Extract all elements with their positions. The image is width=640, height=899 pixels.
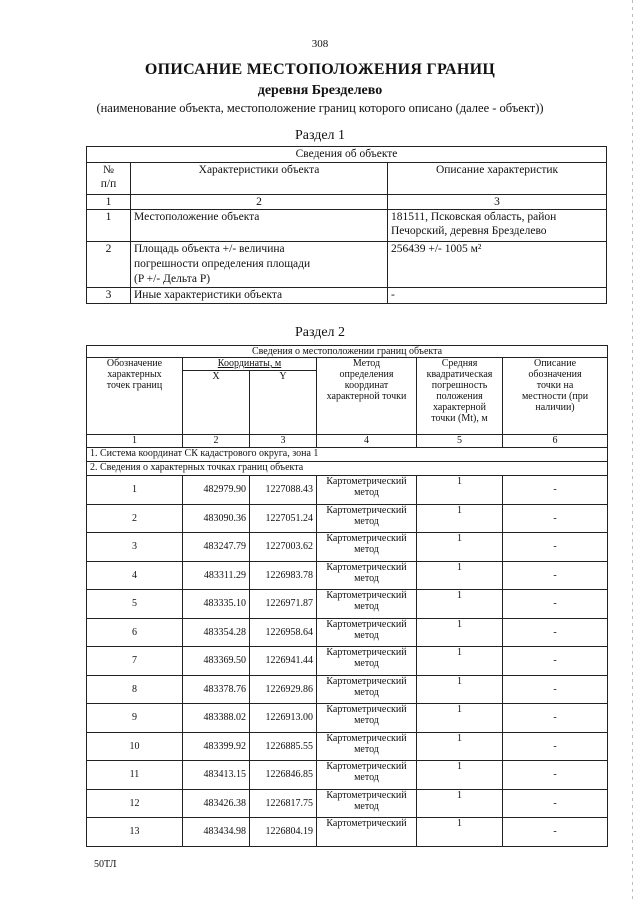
- table-row: [87, 504, 608, 533]
- table-row: [87, 590, 608, 619]
- point-description: -: [503, 761, 608, 790]
- point-description: -: [503, 647, 608, 676]
- point-description: -: [503, 476, 608, 505]
- boundary-points-table: [86, 345, 608, 847]
- header-description: Описание характеристик: [388, 163, 607, 195]
- point-x: 483378.76: [183, 675, 250, 704]
- point-mt: 1: [417, 504, 503, 533]
- section1-table-title: Сведения об объекте: [87, 147, 607, 163]
- table-row: [87, 761, 608, 790]
- point-method: Картометрический метод: [317, 675, 417, 704]
- index-cell: 4: [317, 435, 417, 448]
- point-description: -: [503, 504, 608, 533]
- header-x: X: [183, 371, 250, 435]
- point-method: Картометрический метод: [317, 761, 417, 790]
- point-mt: 1: [417, 675, 503, 704]
- point-description: -: [503, 704, 608, 733]
- point-x: 483311.29: [183, 561, 250, 590]
- row-description: 181511, Псковская область, район Печорский, деревня Брезделево: [388, 210, 607, 242]
- row-characteristic: Площадь объекта +/- величина погрешности определения площади (P +/- Дельта P): [131, 242, 388, 288]
- point-mt: 1: [417, 647, 503, 676]
- point-x: 483354.28: [183, 618, 250, 647]
- index-cell: 1: [87, 195, 131, 210]
- point-number: 13: [87, 818, 183, 847]
- point-description: -: [503, 789, 608, 818]
- header-y: Y: [250, 371, 317, 435]
- row-description: -: [388, 288, 607, 304]
- document-subtitle: деревня Брезделево: [257, 83, 383, 98]
- point-y: 1226958.64: [250, 618, 317, 647]
- header-point: Обозначение характерных точек границ: [87, 358, 183, 435]
- point-method: Картометрический метод: [317, 533, 417, 562]
- footer-code: 50ТЛ: [94, 859, 117, 870]
- point-y: 1226804.19: [250, 818, 317, 847]
- point-x: 482979.90: [183, 476, 250, 505]
- point-mt: 1: [417, 561, 503, 590]
- row-description: 256439 +/- 1005 м²: [388, 242, 607, 288]
- row-characteristic: Местоположение объекта: [131, 210, 388, 242]
- point-description: -: [503, 590, 608, 619]
- index-cell: 2: [183, 435, 250, 448]
- table-row: [87, 818, 608, 847]
- table-row: [87, 288, 607, 304]
- table-row: [87, 210, 607, 242]
- point-number: 12: [87, 789, 183, 818]
- point-y: 1226971.87: [250, 590, 317, 619]
- point-description: -: [503, 561, 608, 590]
- table-row: [87, 618, 608, 647]
- coordinate-system-note: 1. Система координат СК кадастрового округа, зона 1: [87, 448, 608, 462]
- point-x: 483434.98: [183, 818, 250, 847]
- point-number: 10: [87, 732, 183, 761]
- point-mt: 1: [417, 476, 503, 505]
- point-method: Картометрический метод: [317, 561, 417, 590]
- table-row: [87, 561, 608, 590]
- index-cell: 6: [503, 435, 608, 448]
- point-mt: 1: [417, 704, 503, 733]
- index-cell: 3: [388, 195, 607, 210]
- row-num: 1: [87, 210, 131, 242]
- point-number: 1: [87, 476, 183, 505]
- point-x: 483369.50: [183, 647, 250, 676]
- point-method: Картометрический метод: [317, 704, 417, 733]
- section2-heading: Раздел 2: [294, 325, 346, 340]
- point-mt: 1: [417, 732, 503, 761]
- section2-table-title: Сведения о местоположении границ объекта: [87, 346, 608, 358]
- point-x: 483335.10: [183, 590, 250, 619]
- document-title: ОПИСАНИЕ МЕСТОПОЛОЖЕНИЯ ГРАНИЦ: [144, 61, 496, 78]
- point-x: 483426.38: [183, 789, 250, 818]
- point-x: 483090.36: [183, 504, 250, 533]
- table-row: [87, 675, 608, 704]
- header-method: Метод определения координат характерной точки: [317, 358, 417, 435]
- point-description: -: [503, 675, 608, 704]
- index-cell: 3: [250, 435, 317, 448]
- point-number: 7: [87, 647, 183, 676]
- point-mt: 1: [417, 618, 503, 647]
- point-description: -: [503, 818, 608, 847]
- point-y: 1226929.86: [250, 675, 317, 704]
- point-description: -: [503, 533, 608, 562]
- point-method: Картометрический метод: [317, 476, 417, 505]
- point-number: 9: [87, 704, 183, 733]
- point-description: -: [503, 732, 608, 761]
- point-method: Картометрический метод: [317, 789, 417, 818]
- point-number: 5: [87, 590, 183, 619]
- point-method: Картометрический метод: [317, 647, 417, 676]
- point-number: 4: [87, 561, 183, 590]
- table-row: [87, 732, 608, 761]
- index-cell: 1: [87, 435, 183, 448]
- point-y: 1226846.85: [250, 761, 317, 790]
- row-num: 2: [87, 242, 131, 288]
- point-y: 1226983.78: [250, 561, 317, 590]
- points-info-note: 2. Сведения о характерных точках границ объекта: [87, 462, 608, 476]
- document-description: (наименование объекта, местоположение границ которого описано (далее - объект)): [96, 101, 544, 115]
- point-number: 2: [87, 504, 183, 533]
- point-y: 1226885.55: [250, 732, 317, 761]
- point-method: Картометрический метод: [317, 504, 417, 533]
- point-y: 1227051.24: [250, 504, 317, 533]
- index-cell: 2: [131, 195, 388, 210]
- table-row: [87, 476, 608, 505]
- table-row: [87, 242, 607, 288]
- point-y: 1226913.00: [250, 704, 317, 733]
- header-characteristics: Характеристики объекта: [131, 163, 388, 195]
- table-row: [87, 704, 608, 733]
- table-row: [87, 533, 608, 562]
- point-y: 1227088.43: [250, 476, 317, 505]
- point-mt: 1: [417, 533, 503, 562]
- point-x: 483413.15: [183, 761, 250, 790]
- point-mt: 1: [417, 761, 503, 790]
- header-coords: Координаты, м: [183, 358, 317, 371]
- table-row: [87, 647, 608, 676]
- point-mt: 1: [417, 818, 503, 847]
- section1-heading: Раздел 1: [294, 128, 346, 143]
- point-y: 1226817.75: [250, 789, 317, 818]
- point-method: Картометрический метод: [317, 618, 417, 647]
- point-number: 6: [87, 618, 183, 647]
- point-x: 483247.79: [183, 533, 250, 562]
- point-x: 483399.92: [183, 732, 250, 761]
- header-mt: Средняя квадратическая погрешность положения характерной точки (Mt), м: [417, 358, 503, 435]
- point-method: Картометрический метод: [317, 732, 417, 761]
- page-number: 308: [311, 38, 329, 50]
- point-x: 483388.02: [183, 704, 250, 733]
- point-description: -: [503, 618, 608, 647]
- point-number: 11: [87, 761, 183, 790]
- object-info-table: [86, 146, 607, 304]
- row-num: 3: [87, 288, 131, 304]
- point-method: Картометрический: [317, 818, 417, 847]
- point-number: 3: [87, 533, 183, 562]
- table-row: [87, 789, 608, 818]
- point-number: 8: [87, 675, 183, 704]
- point-y: 1226941.44: [250, 647, 317, 676]
- point-mt: 1: [417, 590, 503, 619]
- row-characteristic: Иные характеристики объекта: [131, 288, 388, 304]
- point-method: Картометрический метод: [317, 590, 417, 619]
- point-mt: 1: [417, 789, 503, 818]
- header-point-description: Описание обозначения точки на местности (при наличии): [503, 358, 608, 435]
- point-y: 1227003.62: [250, 533, 317, 562]
- header-num: № п/п: [87, 163, 131, 195]
- index-cell: 5: [417, 435, 503, 448]
